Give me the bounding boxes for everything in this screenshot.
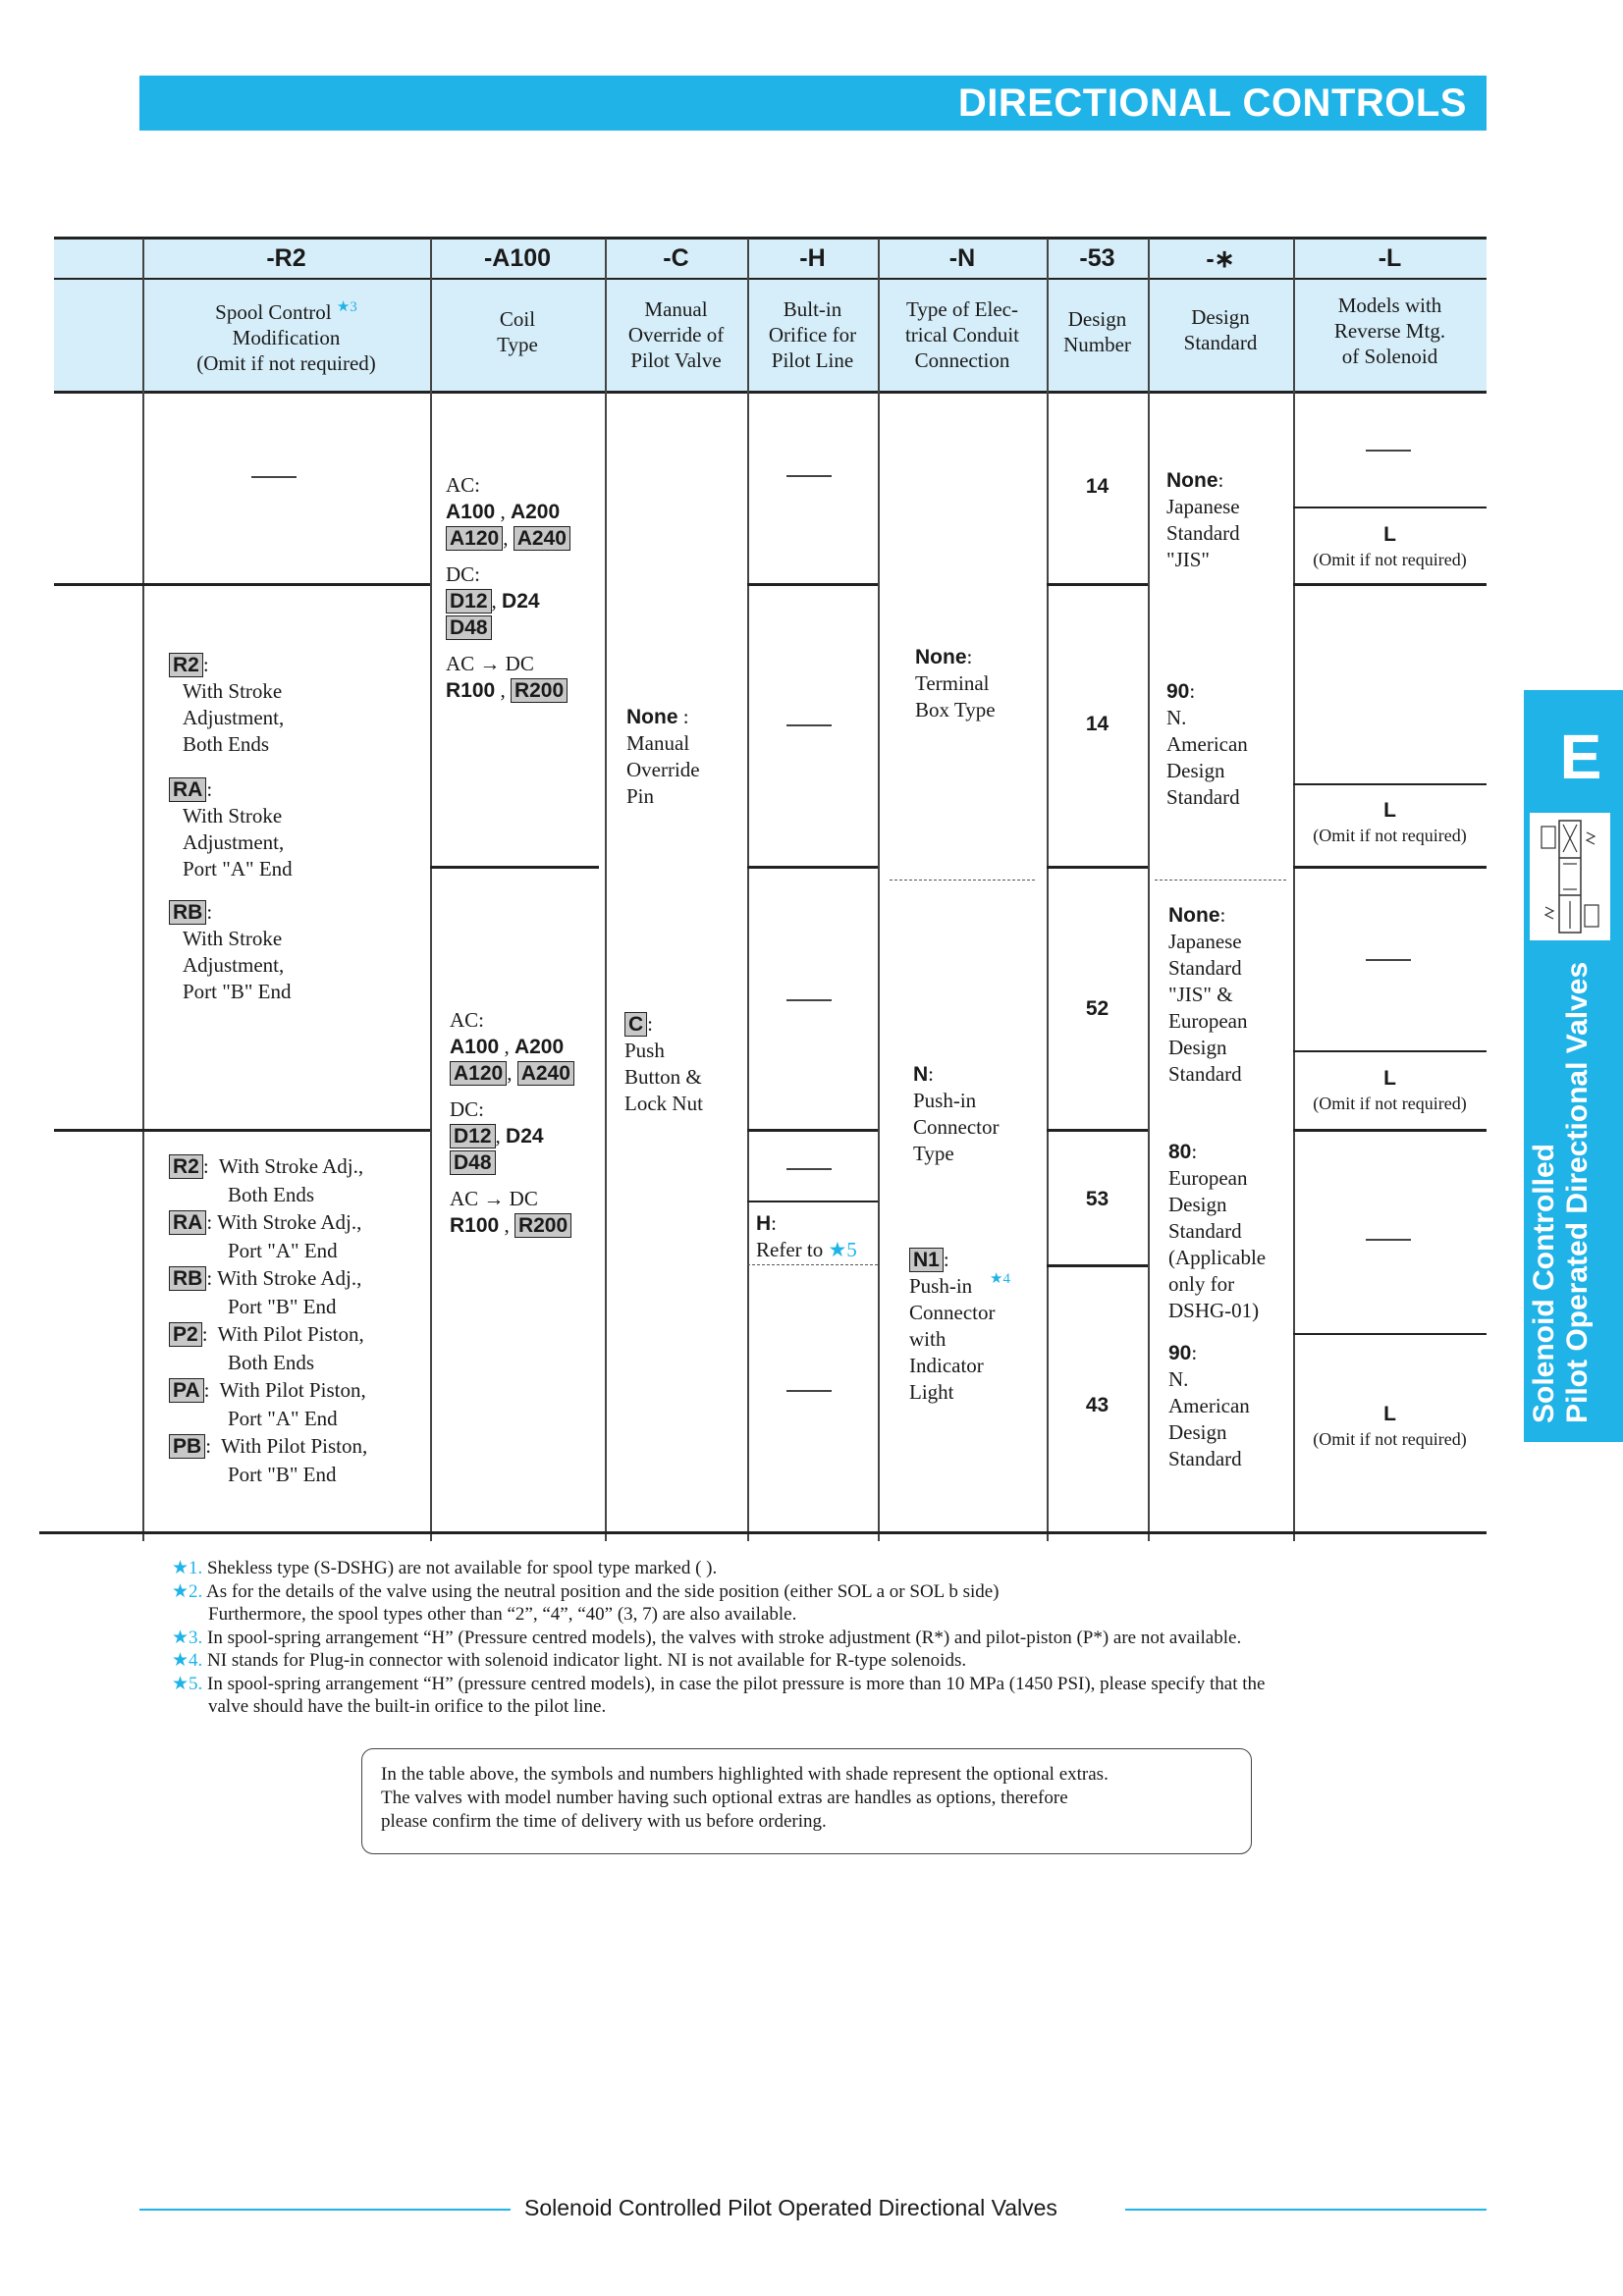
row-rule	[54, 583, 430, 586]
col-code-design-standard: -∗	[1206, 245, 1235, 273]
manual-option-c: C : Push Button & Lock Nut	[624, 1012, 703, 1115]
col-code-coil: -A100	[483, 244, 552, 272]
col-code-design-number: -53	[1079, 244, 1115, 272]
col-code-reverse: -L	[1378, 244, 1402, 272]
col-line	[1047, 239, 1049, 1541]
footnote: ★2. As for the details of the valve using the neutral position and the side position (either SOL a or SOL b side)	[172, 1581, 1000, 1602]
col-desc-design-number: Design Number	[1063, 307, 1131, 356]
footer-title: Solenoid Controlled Pilot Operated Directional Valves	[524, 2195, 1057, 2220]
standard-option-none-eu: None: Japanese Standard "JIS" & European Design Standard	[1168, 903, 1248, 1086]
col-code-orifice: -H	[799, 244, 826, 272]
header-banner	[139, 76, 1487, 131]
row-rule	[1293, 866, 1487, 869]
dash	[1366, 450, 1411, 452]
row-rule	[1047, 866, 1148, 869]
note-text: In the table above, the symbols and numbers highlighted with shade represent the optional extras. The valves with model number having such optional extras are handles as options, therefore please confirm the time of delivery with us before ordering.	[381, 1764, 1109, 1832]
reverse-option-l: L (Omit if not required)	[1313, 1403, 1467, 1449]
row-rule	[1293, 507, 1487, 508]
table-top-rule	[54, 237, 1487, 240]
spool-option: RB : With Stroke Adjustment, Port "B" End	[169, 899, 292, 1005]
footnote: ★1. Shekless type (S-DSHG) are not available for spool type marked ( ).	[172, 1558, 718, 1578]
row-rule	[747, 583, 878, 586]
footnote-ref-4: ★4	[990, 1271, 1010, 1287]
row-rule	[54, 1129, 430, 1132]
col-line	[605, 239, 607, 1541]
row-rule	[747, 1129, 878, 1132]
footnote: ★3. In spool-spring arrangement “H” (Pressure centred models), the valves with stroke adjustment (R*) and pilot-piston (P*) are not available.	[172, 1628, 1242, 1648]
standard-option-none: None: Japanese Standard "JIS"	[1166, 468, 1240, 571]
side-tab-title: Solenoid Controlled Pilot Operated Directional Valves	[1528, 961, 1594, 1423]
col-desc-spool: Spool Control $^{★3}$ Modification (Omit if not required)	[196, 299, 376, 375]
header-divider	[54, 278, 1487, 280]
row-rule	[1293, 783, 1487, 785]
standard-option-80: 80: European Design Standard (Applicable only for DSHG-01)	[1168, 1140, 1267, 1322]
spool-option-list: R2 : With Stroke Adj., Both Ends RA : With Stroke Adj., Port "A" End RB : With Stroke Adj., Port "B" End P2 : With Pilot Piston, Both Ends PA : With Pilot Piston, Port "A" End PB : With Pilot Piston, Port "B" End	[169, 1152, 367, 1488]
spool-option: RA : With Stroke Adjustment, Port "A" End	[169, 776, 293, 882]
dashed-rule	[1155, 880, 1286, 881]
spool-option: R2 : With Stroke Adjustment, Both Ends	[169, 652, 284, 758]
col-desc-conduit: Type of Elec- trical Conduit Connection	[904, 297, 1020, 372]
dash	[786, 1168, 832, 1170]
design-number: 52	[1085, 997, 1109, 1020]
section-letter: E	[1539, 705, 1623, 809]
col-line	[878, 239, 880, 1541]
conduit-option-n1: N1 : Push-in Connector with Indicator Light	[909, 1248, 996, 1404]
col-line	[747, 239, 749, 1541]
table-bottom-rule	[39, 1531, 1487, 1534]
col-desc-orifice: Bult-in Orifice for Pilot Line	[768, 297, 857, 372]
footnote: ★5. In spool-spring arrangement “H” (pressure centred models), in case the pilot pressure is more than 10 MPa (1450 PSI), please specify that the	[172, 1674, 1266, 1694]
page-title: DIRECTIONAL CONTROLS	[957, 81, 1467, 125]
footnote: Furthermore, the spool types other than “2”, “4”, “40” (3, 7) are also available.	[208, 1604, 797, 1625]
dash	[786, 724, 832, 726]
orifice-option-h: H: Refer to ★5	[756, 1211, 857, 1261]
reverse-option-l: L (Omit if not required)	[1313, 1067, 1467, 1113]
reverse-option-l: L (Omit if not required)	[1313, 799, 1467, 845]
row-rule	[1293, 1129, 1487, 1132]
col-desc-reverse: Models with Reverse Mtg. of Solenoid	[1333, 294, 1446, 368]
design-number: 43	[1085, 1394, 1109, 1416]
header-bottom-rule	[54, 391, 1487, 394]
col-code-conduit: -N	[948, 244, 976, 272]
col-code-manual: -C	[663, 244, 689, 272]
footer-rule	[1125, 2209, 1487, 2211]
col-desc-manual: Manual Override of Pilot Valve	[627, 297, 725, 372]
col-line	[1148, 239, 1150, 1541]
coil-options-upper: AC: A100 , A200 A120 , A240 DC: D12 , D24 D48 AC → DC R100 , R200	[446, 472, 570, 704]
row-rule	[747, 866, 878, 869]
row-rule	[1047, 1129, 1148, 1132]
valve-symbol-icon	[1530, 813, 1610, 940]
row-rule	[1047, 1264, 1148, 1267]
footer-rule	[139, 2209, 511, 2211]
row-rule	[1047, 583, 1148, 586]
dash	[786, 999, 832, 1001]
col-desc-design-standard: Design Standard	[1183, 305, 1258, 354]
manual-option-none: None : Manual Override Pin	[626, 705, 700, 808]
coil-options-lower: AC: A100 , A200 A120 , A240 DC: D12 , D24 D48 AC → DC R100 , R200	[450, 1007, 574, 1239]
design-number: 53	[1085, 1188, 1109, 1210]
design-number: 14	[1085, 713, 1109, 735]
dashed-rule	[747, 1264, 878, 1265]
col-line	[1293, 239, 1295, 1541]
row-rule	[1293, 583, 1487, 586]
standard-option-90-lower: 90: N. American Design Standard	[1168, 1341, 1250, 1470]
col-code-spool: -R2	[266, 244, 306, 272]
dash	[786, 475, 832, 477]
dash	[786, 1390, 832, 1392]
footnote: ★4. NI stands for Plug-in connector with solenoid indicator light. NI is not available for R-type solenoids.	[172, 1650, 967, 1671]
conduit-option-n: N: Push-in Connector Type	[913, 1062, 1000, 1165]
design-number: 14	[1085, 475, 1109, 498]
dashed-rule	[890, 880, 1035, 881]
conduit-option-none: None: Terminal Box Type	[915, 645, 996, 721]
row-rule	[747, 1201, 878, 1202]
reverse-option-l: L (Omit if not required)	[1313, 523, 1467, 569]
footnote: valve should have the built-in orifice to the pilot line.	[208, 1696, 607, 1717]
standard-option-90: 90: N. American Design Standard	[1166, 679, 1248, 809]
row-rule	[430, 866, 599, 869]
dash	[1366, 959, 1411, 961]
row-rule	[1293, 1050, 1487, 1052]
row-rule	[1293, 1333, 1487, 1335]
col-line	[430, 239, 432, 1541]
dash	[251, 476, 297, 478]
dash	[1366, 1239, 1411, 1241]
col-line	[142, 239, 144, 1541]
col-desc-coil: Coil Type	[497, 307, 538, 356]
